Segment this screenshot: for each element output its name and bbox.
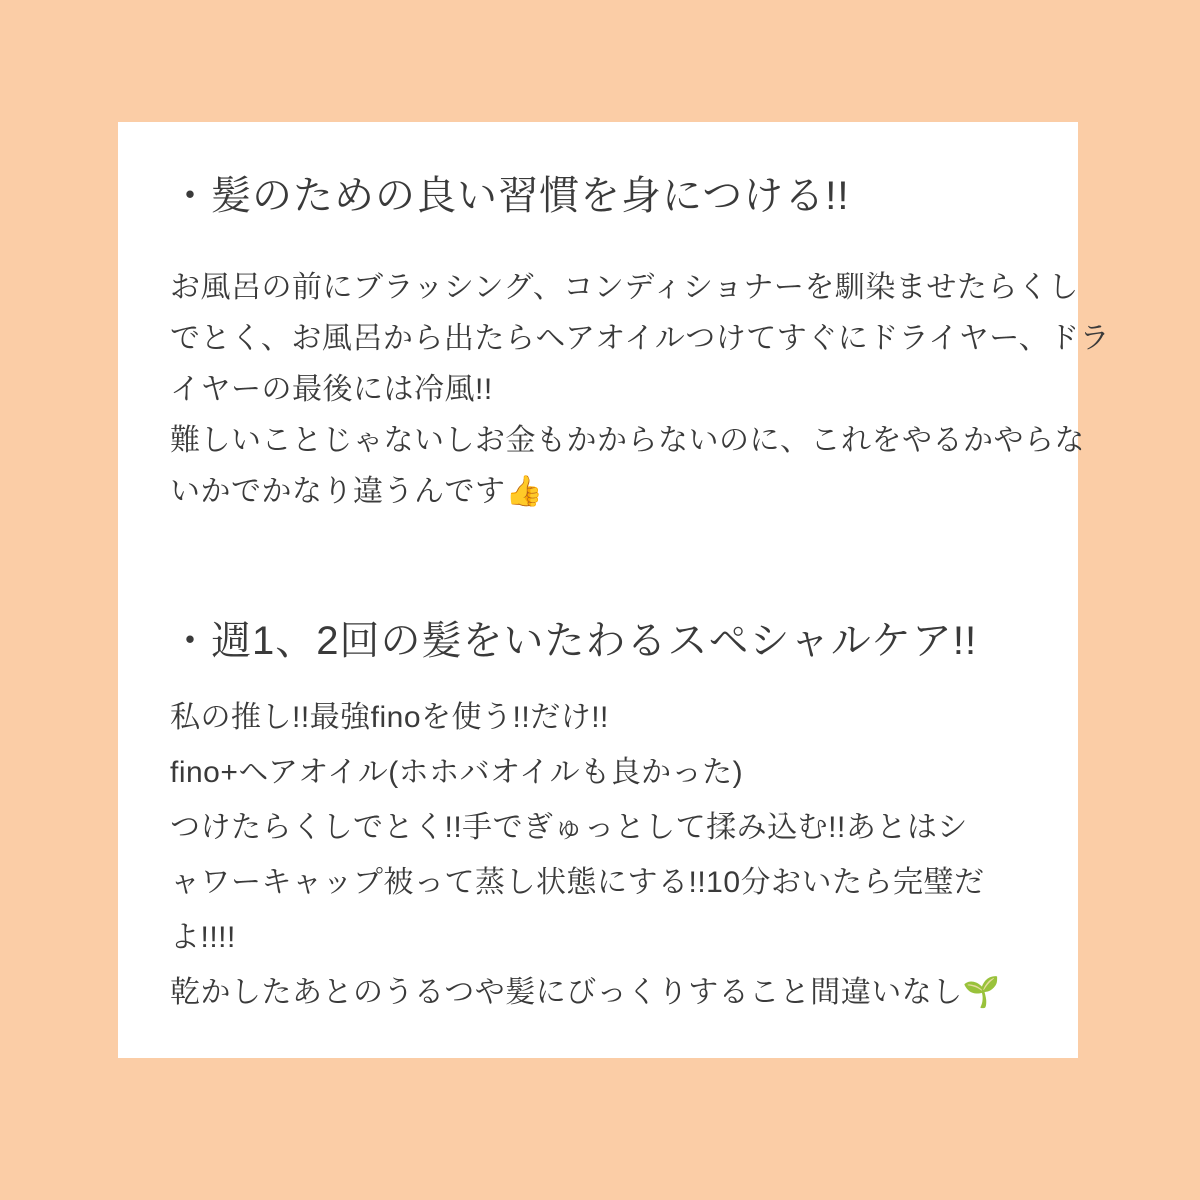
text-line: ャワーキャップ被って蒸し状態にする!!10分おいたら完璧だ: [170, 866, 985, 899]
section-body-good-habits: [170, 262, 1111, 517]
text-line: イヤーの最後には冷風!!: [170, 373, 493, 406]
text-line: でとく、お風呂から出たらヘアオイルつけてすぐにドライヤー、ドラ: [170, 322, 1111, 355]
text-line-with-seedling-icon: 乾かしたあとのうるつや髪にびっくりすること間違いなし🌱: [170, 976, 1001, 1009]
text-line: 難しいことじゃないしお金もかからないのに、これをやるかやらな: [170, 424, 1085, 457]
text-line: よ!!!!: [170, 921, 236, 954]
content-card: [118, 122, 1111, 1058]
section-special-care: [170, 617, 1028, 1020]
section-good-habits: [170, 172, 1111, 517]
section-heading-good-habits: ・髪のための良い習慣を身につける!!: [170, 174, 850, 218]
text-line: つけたらくしでとく!!手でぎゅっとして揉み込む!!あとはシ: [170, 811, 968, 844]
section-body-special-care: [170, 690, 1028, 1020]
text-line: 私の推し!!最強finoを使う!!だけ!!: [170, 701, 609, 734]
text-line-with-thumbs-up-icon: いかでかなり違うんです👍: [170, 475, 544, 508]
text-line: fino+ヘアオイル(ホホバオイルも良かった): [170, 756, 744, 789]
text-line: お風呂の前にブラッシング、コンディショナーを馴染ませたらくし: [170, 271, 1079, 304]
section-heading-special-care: ・週1、2回の髪をいたわるスペシャルケア!!: [170, 619, 978, 663]
